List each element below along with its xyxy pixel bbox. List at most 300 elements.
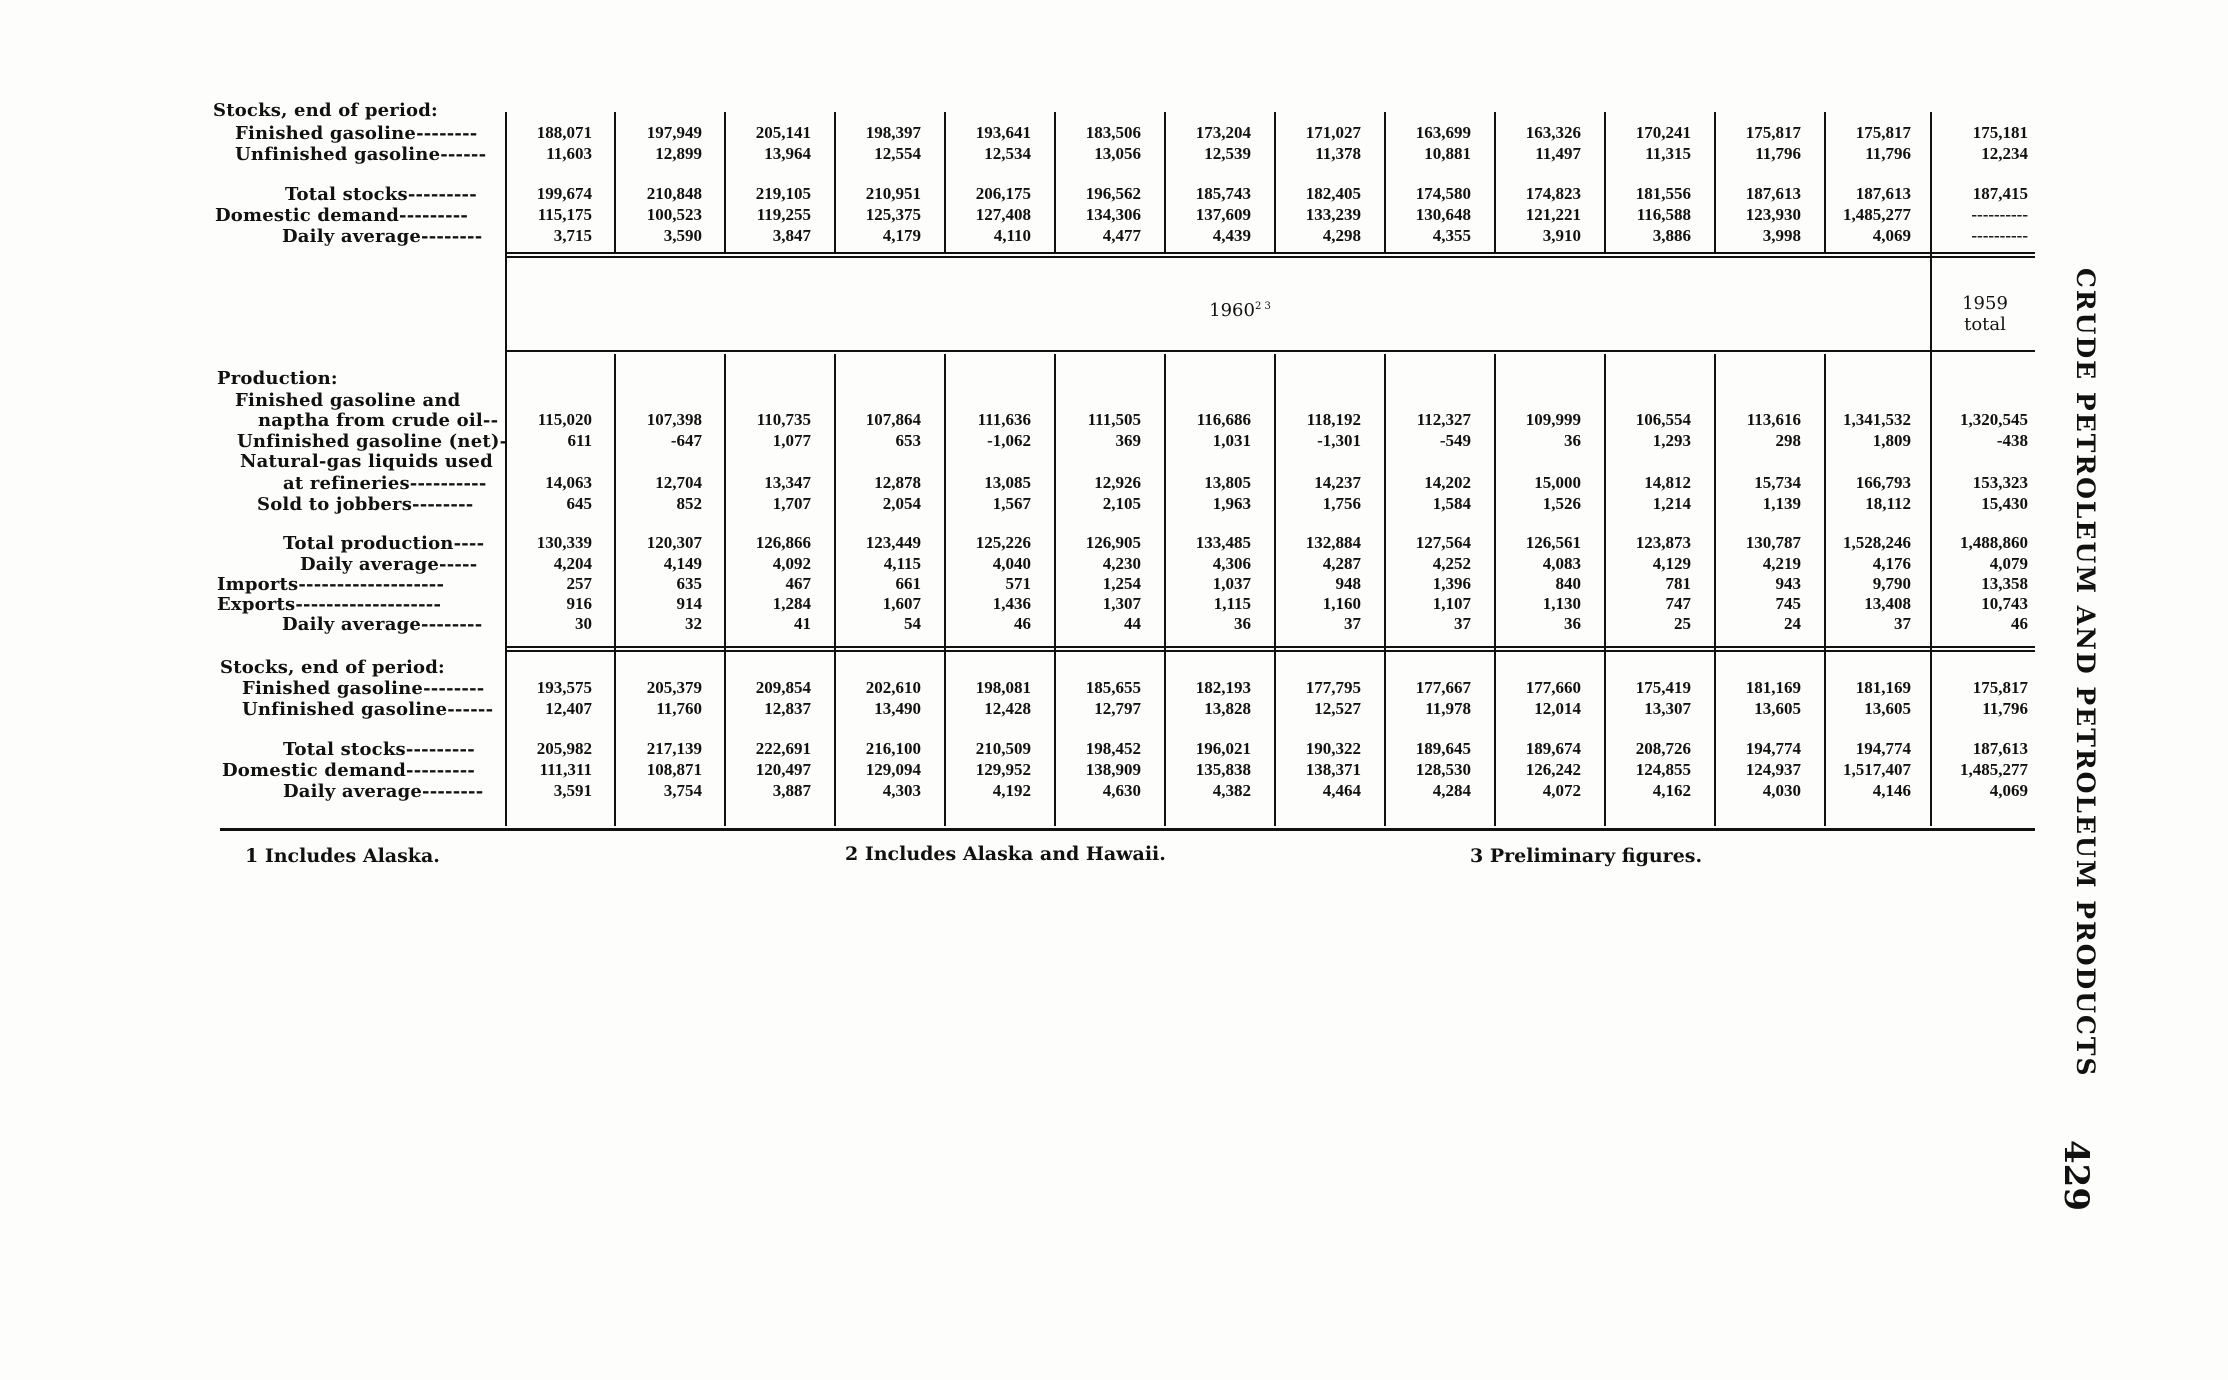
row-label: Production:: [217, 368, 338, 389]
table-cell: 202,610: [865, 678, 921, 697]
table-cell: 138,371: [1305, 760, 1361, 779]
table-cell: 109,999: [1525, 410, 1581, 429]
table-cell: 137,609: [1195, 205, 1251, 224]
table-cell: 4,298: [1322, 226, 1361, 245]
table-cell: 3,887: [772, 781, 811, 800]
table-cell: 1,320,545: [1960, 410, 2028, 429]
table-cell: 1,115: [1213, 594, 1251, 613]
table-cell: 111,505: [1087, 410, 1141, 429]
table-cell: 914: [676, 594, 702, 613]
row-label: Finished gasoline and: [235, 390, 461, 411]
table-cell: 187,613: [1972, 739, 2028, 758]
row-label: at refineries----------: [283, 473, 487, 494]
table-cell: 198,452: [1085, 739, 1141, 758]
table-cell: 185,655: [1085, 678, 1141, 697]
table-cell: 3,886: [1652, 226, 1691, 245]
table-cell: 205,379: [646, 678, 702, 697]
row-label: Daily average-----: [300, 554, 478, 575]
table-cell: 120,307: [646, 533, 702, 552]
table-cell: 119,255: [756, 205, 811, 224]
table-cell: 12,926: [1094, 473, 1141, 492]
table-cell: 25: [1674, 614, 1691, 633]
table-cell: 163,699: [1415, 123, 1471, 142]
table-cell: 10,881: [1424, 144, 1471, 163]
table-cell: 3,590: [663, 226, 702, 245]
table-cell: -1,301: [1317, 431, 1361, 450]
table-cell: 129,952: [975, 760, 1031, 779]
table-cell: 13,056: [1094, 144, 1141, 163]
table-cell: 210,848: [646, 184, 702, 203]
table-cell: 1,436: [992, 594, 1031, 613]
table-cell: 4,149: [663, 554, 702, 573]
table-cell: 14,237: [1314, 473, 1361, 492]
table-cell: 185,743: [1195, 184, 1251, 203]
table-cell: 4,115: [883, 554, 921, 573]
table-cell: 11,796: [1865, 144, 1911, 163]
table-cell: 112,327: [1416, 410, 1471, 429]
table-cell: 18,112: [1865, 494, 1911, 513]
table-cell: 4,192: [992, 781, 1031, 800]
table-cell: 30: [575, 614, 592, 633]
table-cell: 12,554: [874, 144, 921, 163]
table-cell: 44: [1124, 614, 1141, 633]
table-cell: 124,937: [1745, 760, 1801, 779]
table-cell: 4,069: [1872, 226, 1911, 245]
table-cell: 13,605: [1864, 699, 1911, 718]
table-cell: 107,864: [865, 410, 921, 429]
table-cell: 133,239: [1305, 205, 1361, 224]
table-cell: 1,488,860: [1960, 533, 2028, 552]
table-cell: 369: [1115, 431, 1141, 450]
table-cell: 130,787: [1745, 533, 1801, 552]
table-cell: 4,204: [553, 554, 592, 573]
table-cell: 840: [1555, 574, 1581, 593]
table-cell: 11,760: [656, 699, 702, 718]
table-cell: 216,100: [865, 739, 921, 758]
table-cell: 12,527: [1314, 699, 1361, 718]
table-cell: 467: [785, 574, 811, 593]
row-label: Total production----: [283, 533, 485, 554]
rule-line: [220, 828, 2035, 831]
table-cell: 11,497: [1535, 144, 1581, 163]
table-cell: 15,430: [1981, 494, 2028, 513]
table-cell: 210,951: [865, 184, 921, 203]
table-cell: 12,014: [1534, 699, 1581, 718]
table-cell: 110,735: [756, 410, 811, 429]
table-cell: 135,838: [1195, 760, 1251, 779]
table-cell: 1,037: [1212, 574, 1251, 593]
table-cell: 4,464: [1322, 781, 1361, 800]
table-cell: 12,837: [764, 699, 811, 718]
table-cell: 11,978: [1425, 699, 1471, 718]
table-cell: 37: [1344, 614, 1361, 633]
table-cell: 181,169: [1745, 678, 1801, 697]
table-cell: 13,490: [874, 699, 921, 718]
table-cell: 12,539: [1204, 144, 1251, 163]
table-cell: 11,315: [1645, 144, 1691, 163]
table-cell: 41: [794, 614, 811, 633]
table-cell: 126,866: [755, 533, 811, 552]
row-label: Daily average--------: [282, 226, 483, 247]
table-cell: 3,847: [772, 226, 811, 245]
table-cell: 37: [1454, 614, 1471, 633]
table-cell: 166,793: [1855, 473, 1911, 492]
table-cell: -438: [1996, 431, 2028, 450]
table-cell: 4,179: [882, 226, 921, 245]
table-cell: 645: [566, 494, 592, 513]
table-cell: 129,094: [865, 760, 921, 779]
table-cell: 14,202: [1424, 473, 1471, 492]
table-cell: 14,063: [545, 473, 592, 492]
table-cell: 1,077: [772, 431, 811, 450]
table-cell: 188,071: [536, 123, 592, 142]
table-cell: 661: [895, 574, 921, 593]
table-cell: 13,347: [764, 473, 811, 492]
table-cell: 187,613: [1745, 184, 1801, 203]
table-cell: 46: [2011, 614, 2028, 633]
table-cell: 125,226: [975, 533, 1031, 552]
table-cell: 196,021: [1195, 739, 1251, 758]
table-cell: 745: [1775, 594, 1801, 613]
table-cell: 14,812: [1644, 473, 1691, 492]
row-label: Total stocks---------: [283, 739, 475, 760]
table-cell: 4,072: [1542, 781, 1581, 800]
table-cell: 209,854: [755, 678, 811, 697]
table-cell: 111,311: [539, 760, 592, 779]
table-cell: 134,306: [1085, 205, 1141, 224]
table-cell: 111,636: [977, 410, 1031, 429]
table-cell: 13,805: [1204, 473, 1251, 492]
table-cell: 113,616: [1746, 410, 1801, 429]
table-cell: 12,234: [1981, 144, 2028, 163]
table-cell: -1,062: [987, 431, 1031, 450]
table-cell: 132,884: [1305, 533, 1361, 552]
footnote-1: 1 Includes Alaska.: [245, 845, 440, 867]
row-label: Unfinished gasoline------: [242, 699, 494, 720]
table-cell: 1,307: [1102, 594, 1141, 613]
table-cell: 54: [904, 614, 921, 633]
table-cell: 153,323: [1972, 473, 2028, 492]
table-cell: 4,110: [993, 226, 1031, 245]
table-cell: 127,564: [1415, 533, 1471, 552]
table-cell: 13,358: [1981, 574, 2028, 593]
year-text: 1960: [1209, 300, 1255, 321]
table-cell: 747: [1665, 594, 1691, 613]
table-cell: 4,162: [1652, 781, 1691, 800]
table-cell: 12,534: [984, 144, 1031, 163]
table-cell: 175,817: [1745, 123, 1801, 142]
table-cell: 205,141: [755, 123, 811, 142]
table-cell: 4,230: [1102, 554, 1141, 573]
table-cell: 123,873: [1635, 533, 1691, 552]
table-cell: 120,497: [755, 760, 811, 779]
row-label: Unfinished gasoline (net)-: [237, 431, 508, 452]
table-cell: 210,509: [975, 739, 1031, 758]
rule-line: [505, 350, 2035, 352]
table-cell: 12,704: [655, 473, 702, 492]
table-cell: 175,817: [1855, 123, 1911, 142]
table-cell: 100,523: [646, 205, 702, 224]
table-cell: 182,405: [1305, 184, 1361, 203]
table-cell: 1,284: [772, 594, 811, 613]
table-cell: 4,287: [1322, 554, 1361, 573]
table-cell: 852: [676, 494, 702, 513]
table-cell: 177,667: [1415, 678, 1471, 697]
rule-line: [505, 254, 507, 354]
table-cell: 4,630: [1102, 781, 1141, 800]
table-cell: 4,083: [1542, 554, 1581, 573]
table-cell: 124,855: [1635, 760, 1691, 779]
table-cell: 1,567: [992, 494, 1031, 513]
table-cell: 193,641: [975, 123, 1031, 142]
table-cell: 199,674: [536, 184, 592, 203]
table-cell: 4,306: [1212, 554, 1251, 573]
table-cell: 15,734: [1754, 473, 1801, 492]
table-cell: 11,796: [1755, 144, 1801, 163]
table-cell: 1,130: [1542, 594, 1581, 613]
table-cell: 24: [1784, 614, 1801, 633]
table-cell: 138,909: [1085, 760, 1141, 779]
table-cell: 1,584: [1432, 494, 1471, 513]
table-cell: 4,129: [1652, 554, 1691, 573]
table-cell: 4,355: [1432, 226, 1471, 245]
table-cell: 175,181: [1972, 123, 2028, 142]
table-cell: 182,193: [1195, 678, 1251, 697]
table-cell: 133,485: [1195, 533, 1251, 552]
table-cell: 948: [1335, 574, 1361, 593]
table-cell: 4,284: [1432, 781, 1471, 800]
table-cell: 175,817: [1972, 678, 2028, 697]
year-footnote-refs: 2 3: [1254, 301, 1271, 312]
table-cell: 193,575: [536, 678, 592, 697]
table-cell: 943: [1775, 574, 1801, 593]
table-cell: 2,054: [882, 494, 921, 513]
page-number: 429: [2056, 1140, 2096, 1211]
table-cell: 174,580: [1415, 184, 1471, 203]
table-cell: 13,828: [1204, 699, 1251, 718]
total-header-label: total: [1964, 314, 2006, 335]
table-cell: 781: [1665, 574, 1691, 593]
table-cell: 12,797: [1094, 699, 1141, 718]
table-cell: 121,221: [1525, 205, 1581, 224]
table-cell: 1,254: [1102, 574, 1141, 593]
row-label: Exports-------------------: [217, 594, 442, 615]
table-cell: 1,293: [1652, 431, 1691, 450]
table-cell: 1,214: [1652, 494, 1691, 513]
table-cell: 197,949: [646, 123, 702, 142]
table-cell: 198,397: [865, 123, 921, 142]
table-cell: 3,910: [1542, 226, 1581, 245]
rule-line: [505, 252, 2035, 258]
total-header: [1930, 293, 2040, 335]
row-label: Domestic demand---------: [215, 205, 469, 226]
table-cell: 13,307: [1644, 699, 1691, 718]
row-label: Daily average--------: [283, 781, 484, 802]
row-label: Domestic demand---------: [222, 760, 476, 781]
table-cell: 106,554: [1635, 410, 1691, 429]
table-cell: 298: [1775, 431, 1801, 450]
table-cell: 125,375: [865, 205, 921, 224]
footnote-2: 2 Includes Alaska and Hawaii.: [845, 843, 1166, 865]
table-cell: 115,175: [537, 205, 592, 224]
row-label: Sold to jobbers--------: [257, 494, 474, 515]
table-cell: 4,092: [772, 554, 811, 573]
table-cell: 571: [1005, 574, 1031, 593]
table-cell: 181,169: [1855, 678, 1911, 697]
table-cell: 36: [1564, 614, 1581, 633]
rule-line: [505, 646, 2035, 652]
table-cell: 13,408: [1864, 594, 1911, 613]
table-cell: 130,339: [536, 533, 592, 552]
running-head: CRUDE PETROLEUM AND PETROLEUM PRODUCTS: [2071, 268, 2100, 1078]
table-cell: 1,341,532: [1843, 410, 1911, 429]
table-cell: -647: [670, 431, 702, 450]
table-cell: 4,079: [1989, 554, 2028, 573]
table-cell: 1,107: [1432, 594, 1471, 613]
table-cell: 1,139: [1762, 494, 1801, 513]
table-cell: 36: [1564, 431, 1581, 450]
table-cell: 32: [685, 614, 702, 633]
table-cell: 4,146: [1872, 781, 1911, 800]
table-cell: 181,556: [1635, 184, 1691, 203]
table-cell: 37: [1894, 614, 1911, 633]
table-cell: 1,485,277: [1843, 205, 1911, 224]
table-cell: 3,754: [663, 781, 702, 800]
table-cell: 9,790: [1872, 574, 1911, 593]
table-cell: 13,964: [764, 144, 811, 163]
table-cell: 13,085: [984, 473, 1031, 492]
table-cell: 1,707: [772, 494, 811, 513]
table-cell: 653: [895, 431, 921, 450]
table-cell: 194,774: [1855, 739, 1911, 758]
table-cell: 205,982: [536, 739, 592, 758]
table-cell: 3,591: [553, 781, 592, 800]
table-cell: 123,449: [865, 533, 921, 552]
table-cell: 1,526: [1542, 494, 1581, 513]
table-cell: 4,252: [1432, 554, 1471, 573]
table-cell: 187,415: [1972, 184, 2028, 203]
table-cell: 1,485,277: [1960, 760, 2028, 779]
row-label: Total stocks---------: [285, 184, 477, 205]
table-cell: 3,715: [553, 226, 592, 245]
table-cell: 217,139: [646, 739, 702, 758]
table-cell: 2,105: [1102, 494, 1141, 513]
table-cell: 127,408: [975, 205, 1031, 224]
table-cell: 4,382: [1212, 781, 1251, 800]
table-cell: 107,398: [646, 410, 702, 429]
total-header-year: 1959: [1962, 293, 2008, 314]
table-cell: 174,823: [1525, 184, 1581, 203]
table-cell: 635: [676, 574, 702, 593]
table-cell: 222,691: [755, 739, 811, 758]
row-label: Stocks, end of period:: [220, 657, 445, 678]
table-cell: 126,905: [1085, 533, 1141, 552]
table-cell: 189,645: [1415, 739, 1471, 758]
row-label: Finished gasoline--------: [235, 123, 478, 144]
table-cell: 1,607: [882, 594, 921, 613]
table-cell: 4,069: [1989, 781, 2028, 800]
row-label: Finished gasoline--------: [242, 678, 485, 699]
table-cell: 170,241: [1635, 123, 1691, 142]
table-cell: 175,419: [1635, 678, 1691, 697]
table-cell: 130,648: [1415, 205, 1471, 224]
table-cell: 4,477: [1102, 226, 1141, 245]
table-cell: 12,878: [874, 473, 921, 492]
table-cell: 198,081: [975, 678, 1031, 697]
table-cell: 183,506: [1085, 123, 1141, 142]
table-cell: 189,674: [1525, 739, 1581, 758]
table-cell: 11,378: [1315, 144, 1361, 163]
table-cell: 1,528,246: [1843, 533, 1911, 552]
table-cell: 36: [1234, 614, 1251, 633]
table-cell: 1,160: [1322, 594, 1361, 613]
table-cell: 126,242: [1525, 760, 1581, 779]
table-cell: 3,998: [1762, 226, 1801, 245]
table-cell: 194,774: [1745, 739, 1801, 758]
table-cell: 13,605: [1754, 699, 1801, 718]
table-cell: 11,603: [546, 144, 592, 163]
table-cell: 219,105: [755, 184, 811, 203]
table-cell: 11,796: [1982, 699, 2028, 718]
footnote-3: 3 Preliminary figures.: [1470, 845, 1703, 867]
row-label: Daily average--------: [282, 614, 483, 635]
year-header: [1090, 300, 1390, 321]
table-cell: 1,396: [1432, 574, 1471, 593]
table-cell: 116,588: [1636, 205, 1691, 224]
table-cell: 611: [567, 431, 592, 450]
table-cell: 108,871: [646, 760, 702, 779]
table-cell: 115,020: [537, 410, 592, 429]
table-cell: 118,192: [1306, 410, 1361, 429]
row-label: Unfinished gasoline------: [235, 144, 487, 165]
table-cell: 206,175: [975, 184, 1031, 203]
table-cell: 15,000: [1534, 473, 1581, 492]
table-cell: 4,030: [1762, 781, 1801, 800]
table-cell: 173,204: [1195, 123, 1251, 142]
table-cell: 257: [566, 574, 592, 593]
table-cell: 116,686: [1196, 410, 1251, 429]
table-cell: 4,176: [1872, 554, 1911, 573]
table-cell: 4,439: [1212, 226, 1251, 245]
table-cell: 4,303: [882, 781, 921, 800]
row-label: naptha from crude oil--: [258, 410, 499, 431]
table-cell: 163,326: [1525, 123, 1581, 142]
table-cell: 171,027: [1305, 123, 1361, 142]
table-cell: 190,322: [1305, 739, 1361, 758]
table-cell: 12,407: [545, 699, 592, 718]
table-cell: 12,899: [655, 144, 702, 163]
row-label: Natural-gas liquids used: [240, 451, 493, 472]
table-cell: 177,795: [1305, 678, 1361, 697]
table-cell: -549: [1439, 431, 1471, 450]
row-label: Stocks, end of period:: [213, 100, 438, 121]
table-cell: 10,743: [1981, 594, 2028, 613]
table-cell: 46: [1014, 614, 1031, 633]
table-cell: 916: [566, 594, 592, 613]
row-label: Imports-------------------: [217, 574, 445, 595]
table-cell: 1,963: [1212, 494, 1251, 513]
table-cell: 4,040: [992, 554, 1031, 573]
table-cell: 12,428: [984, 699, 1031, 718]
table-cell: 1,031: [1212, 431, 1251, 450]
table-cell: 1,756: [1322, 494, 1361, 513]
table-cell: ----------: [1971, 205, 2028, 224]
table-cell: 177,660: [1525, 678, 1581, 697]
table-cell: 196,562: [1085, 184, 1141, 203]
table-cell: ----------: [1971, 226, 2028, 245]
table-cell: 1,809: [1872, 431, 1911, 450]
table-cell: 208,726: [1635, 739, 1691, 758]
